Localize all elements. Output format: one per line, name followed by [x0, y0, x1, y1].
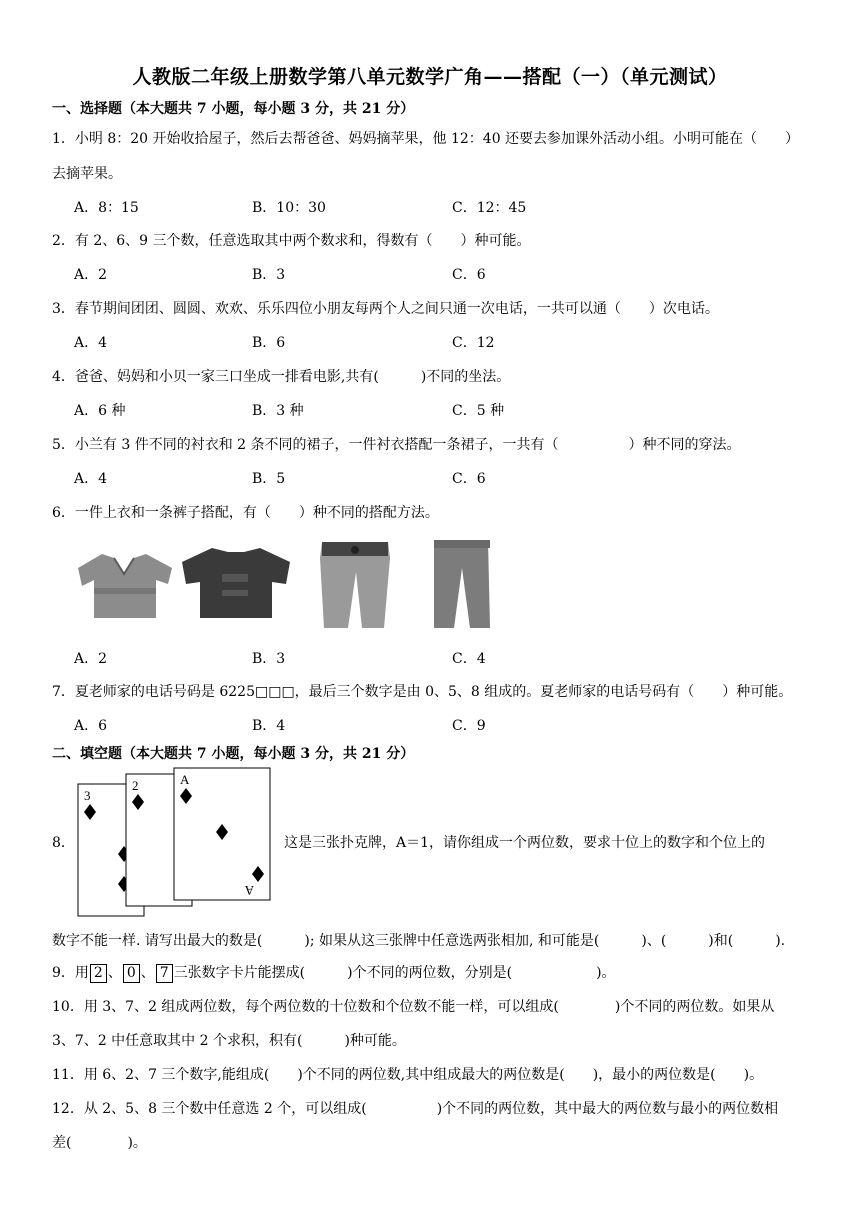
question-12-text: 12．从 2、5、8 三个数中任意选 2 个，可以组成( )个不同的两位数，其中最大的两位数与最小的两位数相: [52, 1101, 779, 1117]
question-10-text: 10．用 3、7、2 组成两位数，每个两位数的十位数和个位数不能一样，可以组成( )个不同的两位数。如果从: [52, 999, 775, 1015]
q4-option-a: A．6 种: [74, 403, 126, 419]
q1-option-c: C．12：45: [452, 200, 527, 216]
playing-cards: [76, 766, 276, 918]
page-title: 人教版二年级上册数学第八单元数学广角——搭配（一）（单元测试）: [132, 66, 728, 88]
question-5-text: 5．小兰有 3 件不同的衬衣和 2 条不同的裙子，一件衬衣搭配一条裙子，一共有（ ）种不同的穿法。: [52, 437, 741, 453]
question-3-text: 3．春节期间团团、圆圆、欢欢、乐乐四位小朋友每两个人之间只通一次电话，一共可以通（ ）次电话。: [52, 301, 719, 317]
q7-option-a: A．6: [74, 718, 108, 734]
q6-option-a: A．2: [74, 651, 108, 667]
q9-sep-2: 、: [140, 965, 155, 981]
q4-option-b: B．3 种: [252, 403, 304, 419]
section-heading-choice: 一、选择题（本大题共 7 小题，每小题 3 分，共 21 分）: [52, 101, 415, 117]
number-card-2: 2: [90, 964, 107, 983]
q2-option-c: C．6: [452, 267, 486, 283]
q3-option-c: C．12: [452, 335, 495, 351]
q7-option-b: B．4: [252, 718, 286, 734]
number-card-0: 0: [123, 964, 140, 983]
card-2-label: 2: [132, 778, 139, 793]
q6-option-c: C．4: [452, 651, 486, 667]
q5-option-c: C．6: [452, 471, 486, 487]
question-11-text: 11．用 6、2、7 三个数字,能组成( )个不同的两位数,其中组成最大的两位数是( )，最小的两位数是( )。: [52, 1067, 764, 1083]
shirt-2-image: [182, 548, 290, 618]
q7-option-c: C．9: [452, 718, 486, 734]
question-12-text-cont: 差( )。: [52, 1135, 147, 1151]
q2-option-b: B．3: [252, 267, 286, 283]
question-2-text: 2．有 2、6、9 三个数，任意选取其中两个数求和，得数有（ ）种可能。: [52, 233, 531, 249]
section-heading-fill: 二、填空题（本大题共 7 小题，每小题 3 分，共 21 分）: [52, 746, 415, 762]
card-3-label: 3: [84, 788, 91, 803]
question-1-text: 1．小明 8：20 开始收拾屋子，然后去帮爸爸、妈妈摘苹果，他 12：40 还要去参加课外活动小组。小明可能在（ ）: [52, 131, 800, 147]
q9-prefix: 9．用: [52, 965, 89, 981]
pants-1-image: [320, 542, 390, 628]
q6-option-b: B．3: [252, 651, 286, 667]
question-8-text-cont: 数字不能一样. 请写出最大的数是( ); 如果从这三张牌中任意选两张相加, 和可能是( )、( )和( ).: [52, 933, 786, 949]
q9-sep-1: 、: [107, 965, 122, 981]
clothing-pictures: [72, 538, 502, 636]
question-6-text: 6．一件上衣和一条裤子搭配，有（ ）种不同的搭配方法。: [52, 505, 439, 521]
q4-option-c: C．5 种: [452, 403, 505, 419]
card-a: [174, 768, 270, 900]
question-1-text-cont: 去摘苹果。: [52, 166, 122, 182]
q3-option-b: B．6: [252, 335, 286, 351]
card-a-label-inverted: A: [244, 883, 254, 898]
q5-option-a: A．4: [74, 471, 108, 487]
question-10-text-cont: 3、7、2 中任意取其中 2 个求积，积有( )种可能。: [52, 1033, 406, 1049]
q9-suffix: 三张数字卡片能摆成( )个不同的两位数，分别是( )。: [173, 965, 616, 981]
q1-option-b: B．10：30: [252, 200, 326, 216]
question-8-number: 8．: [52, 835, 75, 851]
q3-option-a: A．4: [74, 335, 108, 351]
q2-option-a: A．2: [74, 267, 108, 283]
question-9-text: [52, 962, 812, 983]
pants-2-image: [434, 540, 490, 628]
q5-option-b: B．5: [252, 471, 286, 487]
q1-option-a: A．8：15: [74, 200, 139, 216]
question-7-text: 7．夏老师家的电话号码是 6225□□□，最后三个数字是由 0、5、8 组成的。夏老师家的电话号码有（ ）种可能。: [52, 684, 793, 700]
question-4-text: 4．爸爸、妈妈和小贝一家三口坐成一排看电影,共有( )不同的坐法。: [52, 369, 511, 385]
question-8-text: 这是三张扑克牌，A＝1，请你组成一个两位数，要求十位上的数字和个位上的: [284, 835, 766, 851]
number-card-7: 7: [156, 964, 173, 983]
shirt-1-image: [78, 554, 172, 618]
card-a-label: A: [180, 772, 190, 787]
